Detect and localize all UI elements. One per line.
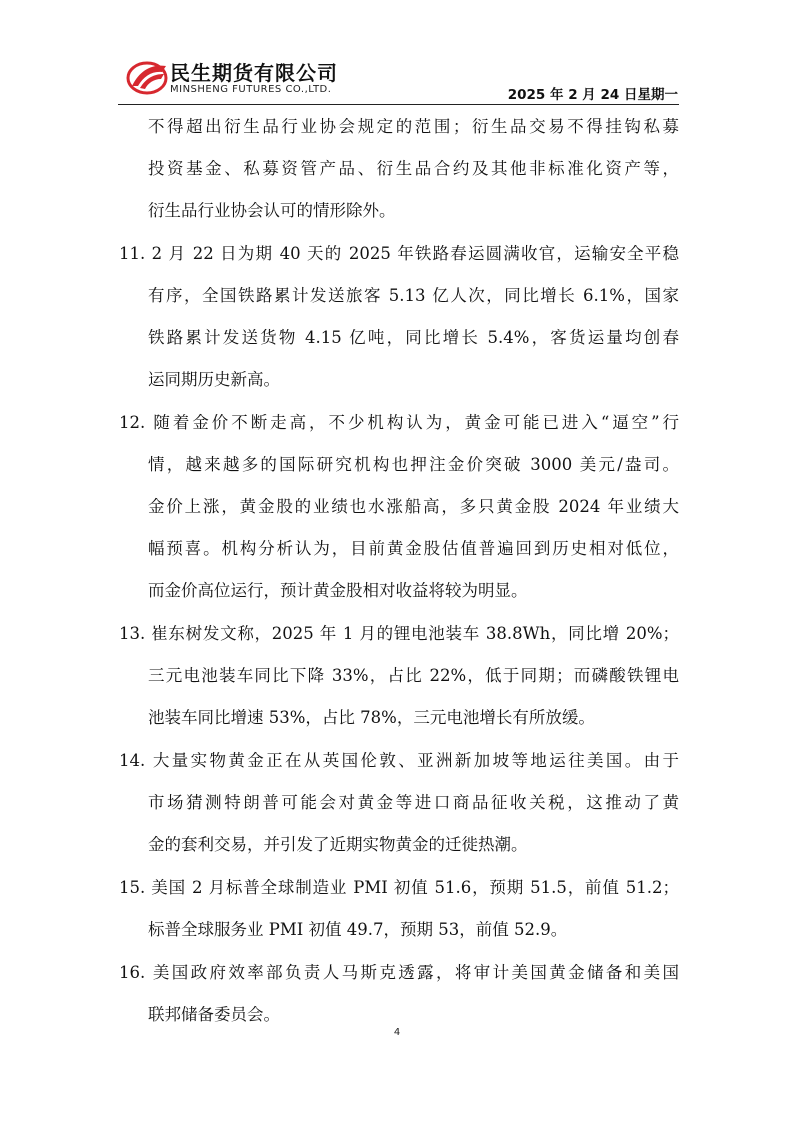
paragraph-line: 金价上涨，黄金股的业绩也水涨船高，多只黄金股 2024 年业绩大 [148, 497, 679, 516]
minsheng-logo-icon [126, 56, 170, 96]
list-item-15: 15. 美国 2 月标普全球制造业 PMI 初值 51.6，预期 51.5，前值 51.2； [119, 878, 679, 897]
company-name-en: MINSHENG FUTURES CO.,LTD. [170, 84, 332, 95]
paragraph-line: 联邦储备委员会。 [148, 1005, 280, 1024]
paragraph-line: 运同期历史新高。 [148, 370, 280, 389]
paragraph-line: 不得超出衍生品行业协会规定的范围；衍生品交易不得挂钩私募 [148, 117, 679, 136]
list-item-16: 16. 美国政府效率部负责人马斯克透露，将审计美国黄金储备和美国 [119, 963, 679, 982]
list-item-14: 14. 大量实物黄金正在从英国伦敦、亚洲新加坡等地运往美国。由于 [119, 751, 679, 770]
company-name-cn: 民生期货有限公司 [170, 61, 338, 85]
list-item-13: 13. 崔东树发文称，2025 年 1 月的锂电池装车 38.8Wh，同比增 20%； [119, 624, 679, 643]
paragraph-line: 有序，全国铁路累计发送旅客 5.13 亿人次，同比增长 6.1%，国家 [148, 286, 679, 305]
paragraph-line: 而金价高位运行，预计黄金股相对收益将较为明显。 [148, 581, 528, 600]
paragraph-line: 幅预喜。机构分析认为，目前黄金股估值普遍回到历史相对低位， [148, 539, 679, 558]
paragraph-line: 池装车同比增速 53%，占比 78%，三元电池增长有所放缓。 [148, 708, 595, 727]
paragraph-line: 情，越来越多的国际研究机构也押注金价突破 3000 美元/盎司。 [148, 455, 679, 474]
paragraph-line: 投资基金、私募资管产品、衍生品合约及其他非标准化资产等， [148, 159, 679, 178]
paragraph-line: 标普全球服务业 PMI 初值 49.7，预期 53，前值 52.9。 [148, 920, 568, 939]
list-item-11: 11. 2 月 22 日为期 40 天的 2025 年铁路春运圆满收官，运输安全平稳 [119, 244, 679, 263]
paragraph-line: 金的套利交易，并引发了近期实物黄金的迁徙热潮。 [148, 835, 528, 854]
header-divider [118, 104, 679, 105]
report-date: 2025 年 2 月 24 日星期一 [507, 87, 678, 103]
paragraph-line: 衍生品行业协会认可的情形除外。 [148, 201, 396, 220]
paragraph-line: 三元电池装车同比下降 33%，占比 22%，低于同期；而磷酸铁锂电 [148, 666, 679, 685]
paragraph-line: 市场猜测特朗普可能会对黄金等进口商品征收关税，这推动了黄 [148, 793, 679, 812]
list-item-12: 12. 随着金价不断走高，不少机构认为，黄金可能已进入“逼空”行 [119, 413, 679, 432]
page-header [118, 52, 678, 104]
paragraph-line: 铁路累计发送货物 4.15 亿吨，同比增长 5.4%，客货运量均创春 [148, 328, 679, 347]
page-number: 4 [393, 1027, 401, 1038]
